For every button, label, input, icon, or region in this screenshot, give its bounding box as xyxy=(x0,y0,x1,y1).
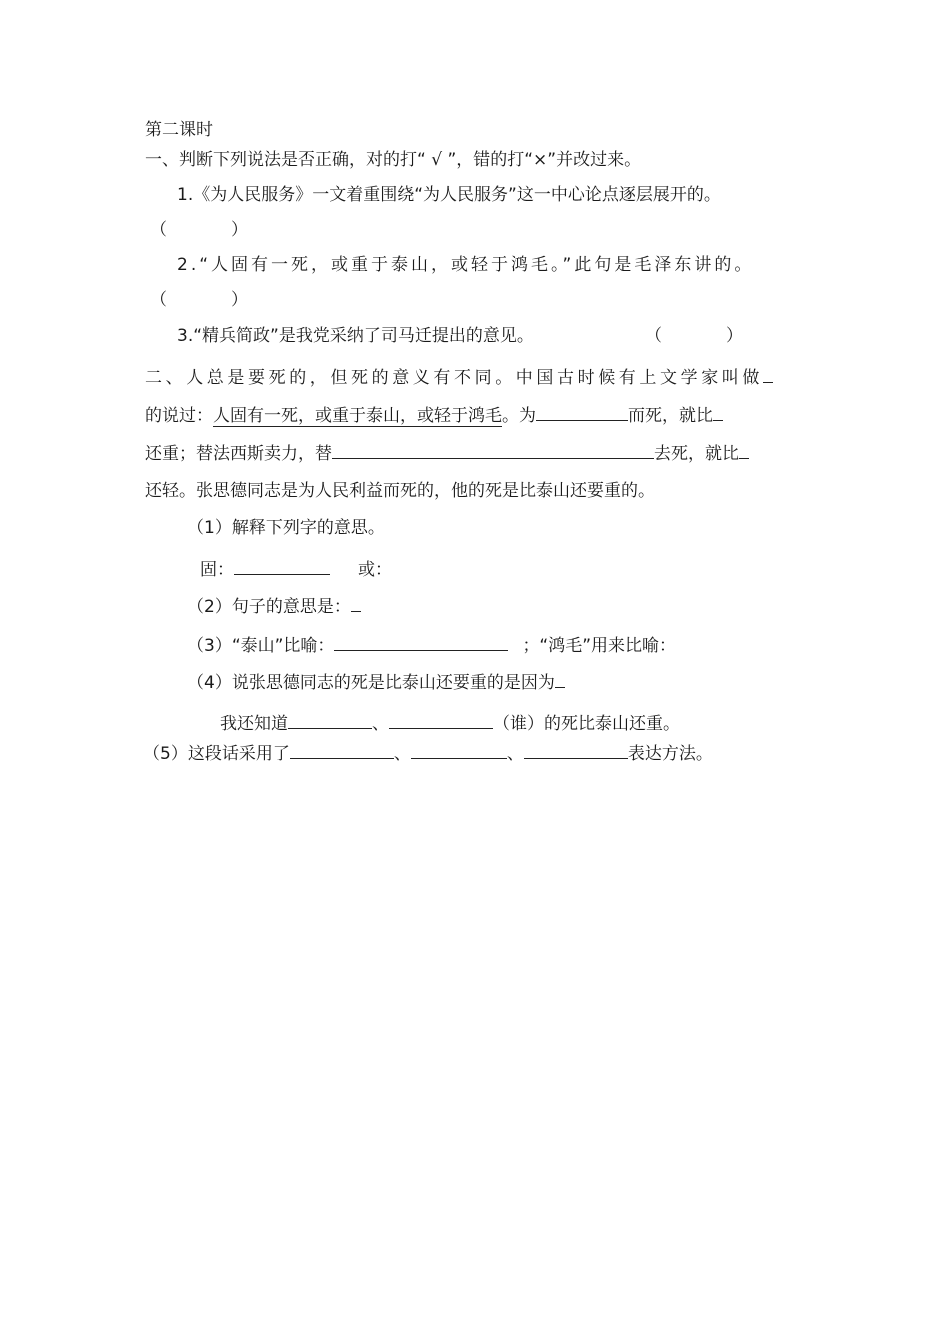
lesson-title: 第二课时 xyxy=(145,120,213,140)
blank-sentence-meaning[interactable] xyxy=(351,593,361,612)
part1-question-1: 1.《为人民服务》一文着重围绕“为人民服务”这一中心论点逐层展开的。 xyxy=(177,185,721,205)
part2-intro-line-4: 还轻。张思德同志是为人民利益而死的，他的死是比泰山还要重的。 xyxy=(145,481,655,501)
part2-intro-line-2: 的说过：人固有一死，或重于泰山，或轻于鸿毛。为 而死，就比 xyxy=(145,402,723,428)
blank-reason[interactable] xyxy=(555,669,565,688)
part2-question-3: （3）“泰山”比喻： ；“鸿毛”用来比喻： xyxy=(187,632,676,658)
answer-paren-3[interactable]: （ ） xyxy=(645,326,743,346)
part2-question-4-extra: 我还知道 、 （谁）的死比泰山还重。 xyxy=(220,710,680,736)
blank-gu-meaning[interactable] xyxy=(234,556,330,575)
blank-person-2[interactable] xyxy=(389,710,493,729)
answer-paren-1[interactable]: （ ） xyxy=(150,220,248,240)
blank-method-1[interactable] xyxy=(290,740,394,759)
blank-method-3[interactable] xyxy=(524,740,628,759)
part2-question-1: （1）解释下列字的意思。 xyxy=(187,518,385,538)
blank-author[interactable] xyxy=(763,364,773,383)
blank-lighter-than[interactable] xyxy=(739,440,749,459)
part2-intro-line-3: 还重；替法西斯卖力，替 去死，就比 xyxy=(145,440,749,466)
blank-die-for-exploiters[interactable] xyxy=(332,440,654,459)
part2-question-5: （5）这段话采用了 、 、 表达方法。 xyxy=(143,740,713,766)
part2-question-2: （2）句子的意思是： xyxy=(187,593,361,619)
blank-heavier-than[interactable] xyxy=(713,402,723,421)
underlined-quote: 人固有一死，或重于泰山，或轻于鸿毛 xyxy=(213,406,502,426)
blank-die-for[interactable] xyxy=(536,402,628,421)
part2-question-1-answers: 固： 或： xyxy=(200,556,392,582)
answer-paren-2[interactable]: （ ） xyxy=(150,290,248,310)
part1-heading: 一、判断下列说法是否正确，对的打“ √ ”，错的打“×”并改过来。 xyxy=(145,150,642,170)
part1-question-2: 2.“人固有一死，或重于泰山，或轻于鸿毛。”此句是毛泽东讲的。 xyxy=(177,255,755,275)
blank-taishan-metaphor[interactable] xyxy=(334,632,508,651)
part2-intro-line-1: 二、人总是要死的，但死的意义有不同。中国古时候有上文学家叫做 xyxy=(145,364,773,390)
blank-method-2[interactable] xyxy=(411,740,507,759)
part2-question-4: （4）说张思德同志的死是比泰山还要重的是因为 xyxy=(187,669,565,695)
blank-person-1[interactable] xyxy=(288,710,372,729)
part1-question-3: 3.“精兵简政”是我党采纳了司马迁提出的意见。 xyxy=(177,326,534,346)
